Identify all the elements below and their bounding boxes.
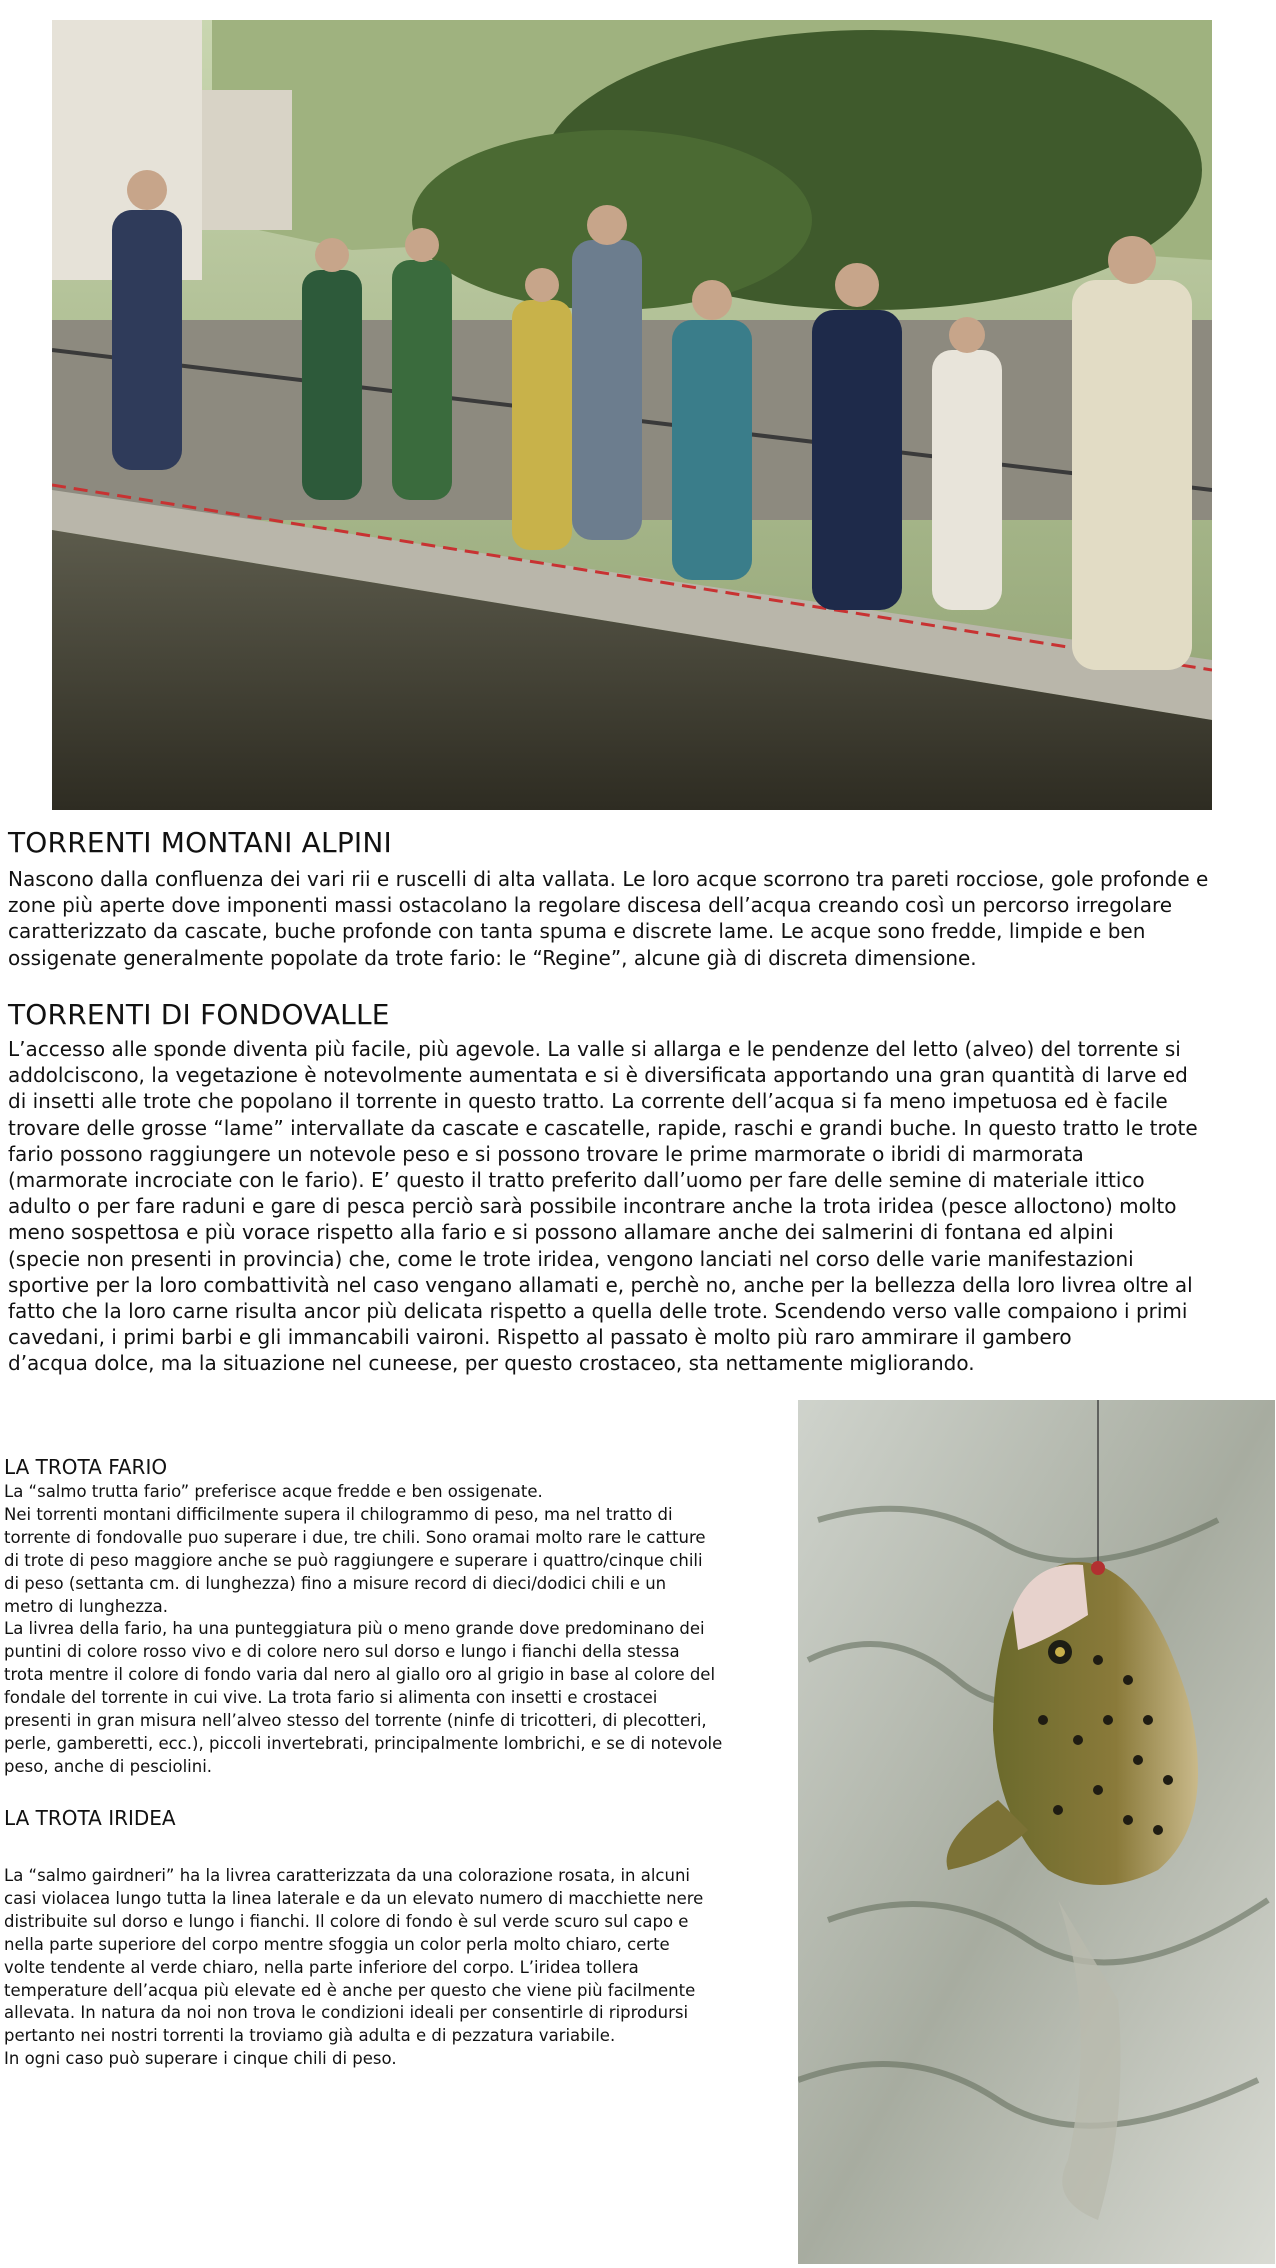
trout-photo — [798, 1400, 1275, 2264]
photo-anglers-trout-pool-icon — [52, 20, 1212, 810]
section-text-torrenti-montani-alpini: Nascono dalla confluenza dei vari rii e ruscelli di alta vallata. Le loro acque scorrono tra pareti rocciose, gole profonde e zone più aperte dove imponenti massi ostacolano la regolare discesa dell’acqua creando così un percorso irregolare caratterizzato da cascate, buche profonde con tanta spuma e discrete lame. Le acque sono fredde, limpide e ben ossigenate generalmente popolate da trote fario: le “Regine”, alcune già di discreta dimensione. — [8, 867, 1209, 970]
section-title-trota-fario: LA TROTA FARIO — [4, 1455, 168, 1479]
photo-brown-trout-jumping-icon — [798, 1400, 1275, 2264]
section-text-torrenti-di-fondovalle: L’accesso alle sponde diventa più facile, più agevole. La valle si allarga e le pendenze del letto (alveo) del torrente si addolciscono, la vegetazione è notevolmente aumentata e si è diversificata apportando una gran quantità di larve ed di insetti alle trote che popolano il torrente in questo tratto. La corrente dell’acqua si fa meno impetuosa ed è facile trovare delle grosse “lame” intervallate da cascate e cascatelle, rapide, raschi e grandi buche. In questo tratto le trote fario possono raggiungere un notevole peso e si possono trovare le prime marmorate o ibridi di marmorata (marmorate incrociate con le fario). E’ questo il tratto preferito dall’uomo per fare delle semine di materiale ittico adulto o per fare raduni e gare di pesca perciò sarà possibile incontrare anche la trota iridea (pesce alloctono) molto meno sospettosa e più vorace rispetto alla fario e si possono allamare anche dei salmerini di fontana ed alpini (specie non presenti in provincia) che, come le trote iridea, vengono lanciati nel corso delle varie manifestazioni sportive per la loro combattività nel caso vengano allamati e, perchè no, anche per la bellezza della loro livrea oltre al fatto che la loro carne risulta ancor più delicata rispetto a quella delle trote. Scendendo verso valle compaiono i primi cavedani, i primi barbi e gli immancabili vaironi. Rispetto al passato è molto più raro ammirare il gambero d’acqua dolce, ma la situazione nel cuneese, per questo crostaceo, sta nettamente migliorando. — [8, 1037, 1198, 1376]
section-title-trota-iridea: LA TROTA IRIDEA — [4, 1806, 176, 1830]
section-text-trota-fario: La “salmo trutta fario” preferisce acque fredde e ben ossigenate. Nei torrenti montani difficilmente supera il chilogrammo di peso, ma nel tratto di torrente di fondovalle puo superare i due, tre chili. Sono oramai molto rare le catture di trote di peso maggiore anche se può raggiungere e superare i quattro/cinque chili di peso (settanta cm. di lunghezza) fino a misure record di dieci/dodici chili e un metro di lunghezza. La livrea della fario, ha una punteggiatura più o meno grande dove predominano dei puntini di colore rosso vivo e di colore nero sul dorso e lungo i fianchi della stessa trota mentre il colore di fondo varia dal nero al giallo oro al grigio in base al colore del fondale del torrente in cui vive. La trota fario si alimenta con insetti e crostacei presenti in gran misura nell’alveo stesso del torrente (ninfe di tricotteri, di plecotteri, perle, gamberetti, ecc.), piccoli invertebrati, principalmente lombrichi, e se di notevole peso, anche di pesciolini. — [4, 1482, 723, 1776]
section-text-trota-iridea: La “salmo gairdneri” ha la livrea caratterizzata da una colorazione rosata, in alcuni casi violacea lungo tutta la linea laterale e da un elevato numero di macchiette nere distribuite sul dorso e lungo i fianchi. Il colore di fondo è sul verde scuro sul capo e nella parte superiore del corpo mentre sfoggia un color perla molto chiaro, certe volte tendente al verde chiaro, nella parte inferiore del corpo. L’iridea tollera temperature dell’acqua più elevate ed è anche per questo che viene più facilmente allevata. In natura da noi non trova le condizioni ideali per consentirle di riprodursi pertanto nei nostri torrenti la troviamo già adulta e di pezzatura variabile. In ogni caso può superare i cinque chili di peso. — [4, 1866, 704, 2069]
anglers-photo — [52, 20, 1212, 810]
section-title-torrenti-montani-alpini: TORRENTI MONTANI ALPINI — [8, 826, 392, 859]
section-title-torrenti-di-fondovalle: TORRENTI DI FONDOVALLE — [8, 998, 390, 1031]
